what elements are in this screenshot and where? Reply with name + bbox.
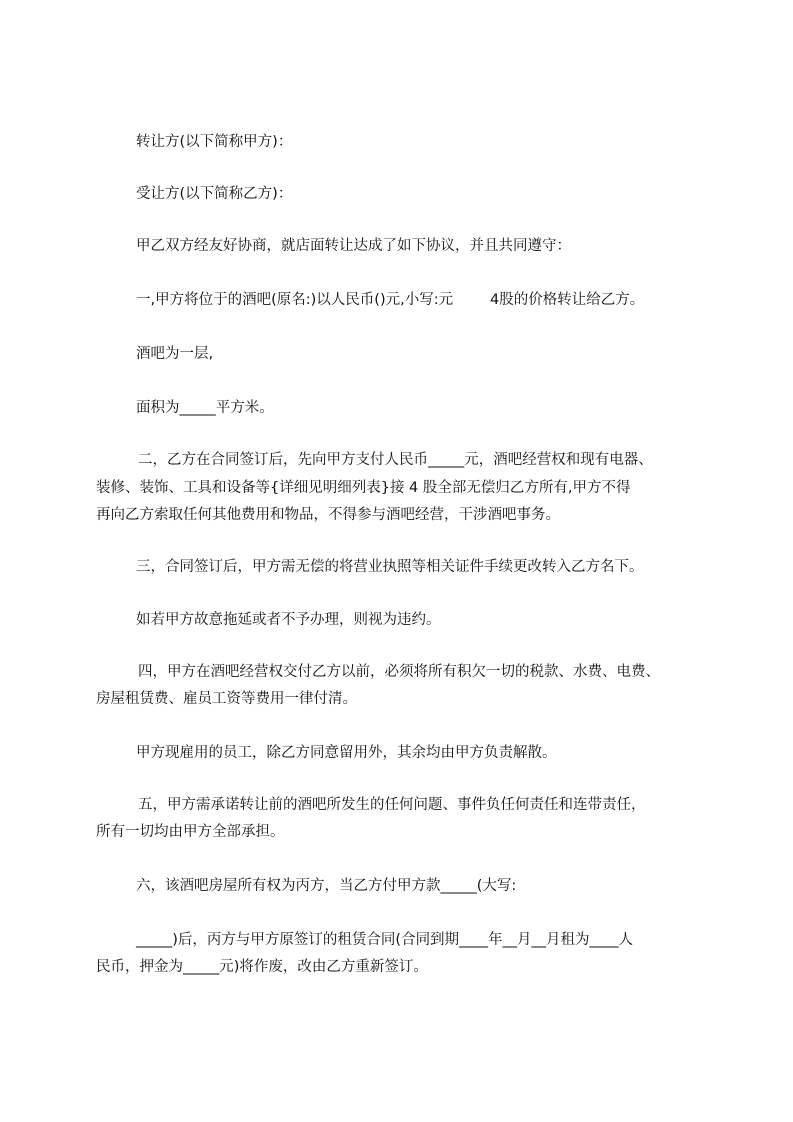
clause-6-cont-line-1: _____)后，丙方与甲方原签订的租赁合同(合同到期____年__月__月租为____人 <box>136 932 634 948</box>
clause-3-note: 如若甲方故意拖延或者不予办理，则视为违约。 <box>136 612 441 628</box>
clause-4-line-1: 四，甲方在酒吧经营权交付乙方以前，必须将所有积欠一切的税款、水费、电费、 <box>138 664 660 680</box>
clause-4-line-2: 房屋租赁费、雇员工资等费用一律付清。 <box>96 691 357 707</box>
transferee-line: 受让方(以下简称乙方)： <box>136 186 293 202</box>
clause-1: 一,甲方将位于的酒吧(原名:)以人民币()元,小写:元 4股的价格转让给乙方。 <box>136 292 645 308</box>
area-line: 面积为_____平方米。 <box>136 400 274 416</box>
clause-6: 六，该酒吧房屋所有权为丙方，当乙方付甲方款_____(大写: <box>136 878 517 894</box>
clause-5-line-1: 五，甲方需承诺转让前的酒吧所发生的任何问题、事件负任何责任和连带责任， <box>138 797 646 813</box>
clause-2-line-1: 二，乙方在合同签订后，先向甲方支付人民币_____元，酒吧经营权和现有电器、 <box>138 452 653 468</box>
floor-line: 酒吧为一层, <box>136 346 214 362</box>
transferor-line: 转让方(以下简称甲方)： <box>136 134 293 150</box>
clause-3: 三，合同签订后，甲方需无偿的将营业执照等相关证件手续更改转入乙方名下。 <box>136 559 644 575</box>
clause-4-note: 甲方现雇用的员工，除乙方同意留用外，其余均由甲方负责解散。 <box>136 745 557 761</box>
clause-2-line-3: 再向乙方索取任何其他费用和物品，不得参与酒吧经营，干涉酒吧事务。 <box>96 507 560 523</box>
clause-5-line-2: 所有一切均由甲方全部承担。 <box>96 824 285 840</box>
clause-2-line-2: 装修、装饰、工具和设备等{详细见明细列表}接 4 股全部无偿归乙方所有,甲方不得 <box>96 480 631 496</box>
clause-6-cont-line-2: 民币，押金为_____元)将作废，改由乙方重新签订。 <box>96 959 428 975</box>
intro-paragraph: 甲乙双方经友好协商，就店面转让达成了如下协议，并且共同遵守： <box>136 238 571 254</box>
